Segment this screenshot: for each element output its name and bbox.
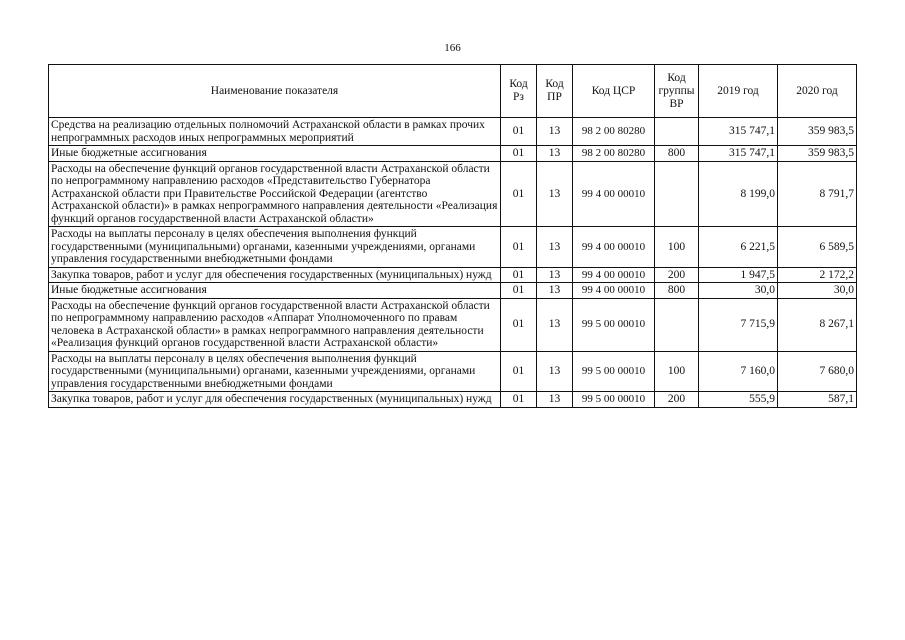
row-name: Расходы на выплаты персоналу в целях обеспечения выполнения функций государственными (муниципальными) органами, казенными учреждениями, органами управления государственными внебюджетными фондами: [49, 227, 501, 268]
row-2019: 1 947,5: [699, 267, 778, 283]
row-rz: 01: [501, 267, 537, 283]
table-row: [49, 351, 857, 392]
row-csr: 98 2 00 80280: [573, 118, 655, 146]
row-name: Расходы на выплаты персоналу в целях обеспечения выполнения функций государственными (муниципальными) органами, казенными учреждениями, органами управления государственными внебюджетными фондами: [49, 351, 501, 392]
row-pr: 13: [537, 351, 573, 392]
table-header-row: [49, 65, 857, 118]
header-name: Наименование показателя: [49, 65, 501, 118]
row-pr: 13: [537, 267, 573, 283]
row-name: Расходы на обеспечение функций органов государственной власти Астраханской области по непрограммному направлению расходов «Представительство Губернатора Астраханской области при Правительстве Российской Федерации (агентство Астраханской области)» в рамках непрограммного направления деятельности «Реализация функций органов государственной власти Астраханской области»: [49, 161, 501, 227]
row-2020: 30,0: [778, 283, 857, 299]
page-number: 166: [444, 42, 461, 54]
row-vr: 200: [655, 392, 699, 408]
row-name: Расходы на обеспечение функций органов государственной власти Астраханской области по непрограммному направлению расходов «Аппарат Уполномоченного по правам человека в Астраханской области» в рамках непрограммного направления деятельности «Реализация функций органов государственной власти Астраханской области»: [49, 298, 501, 351]
row-rz: 01: [501, 118, 537, 146]
row-pr: 13: [537, 392, 573, 408]
row-rz: 01: [501, 283, 537, 299]
row-2020: 8 791,7: [778, 161, 857, 227]
table-row: [49, 267, 857, 283]
row-vr: 200: [655, 267, 699, 283]
row-vr: 800: [655, 283, 699, 299]
row-2019: 7 715,9: [699, 298, 778, 351]
row-2020: 8 267,1: [778, 298, 857, 351]
row-csr: 99 5 00 00010: [573, 298, 655, 351]
row-csr: 99 5 00 00010: [573, 392, 655, 408]
row-2020: 587,1: [778, 392, 857, 408]
header-csr: Код ЦСР: [573, 65, 655, 118]
table-row: [49, 227, 857, 268]
row-rz: 01: [501, 146, 537, 162]
row-csr: 98 2 00 80280: [573, 146, 655, 162]
row-rz: 01: [501, 351, 537, 392]
table-row: [49, 146, 857, 162]
row-rz: 01: [501, 298, 537, 351]
table-row: [49, 118, 857, 146]
row-vr: [655, 161, 699, 227]
row-vr: 100: [655, 351, 699, 392]
row-pr: 13: [537, 146, 573, 162]
row-pr: 13: [537, 118, 573, 146]
row-name: Иные бюджетные ассигнования: [49, 283, 501, 299]
row-2020: 359 983,5: [778, 146, 857, 162]
row-vr: [655, 118, 699, 146]
row-csr: 99 4 00 00010: [573, 267, 655, 283]
row-vr: 100: [655, 227, 699, 268]
row-pr: 13: [537, 298, 573, 351]
row-csr: 99 4 00 00010: [573, 227, 655, 268]
row-2020: 2 172,2: [778, 267, 857, 283]
row-rz: 01: [501, 392, 537, 408]
row-csr: 99 4 00 00010: [573, 283, 655, 299]
row-vr: 800: [655, 146, 699, 162]
table-row: [49, 298, 857, 351]
row-name: Средства на реализацию отдельных полномочий Астраханской области в рамках прочих непрограммных расходов иных непрограммных мероприятий: [49, 118, 501, 146]
row-pr: 13: [537, 227, 573, 268]
row-rz: 01: [501, 227, 537, 268]
budget-table: [48, 64, 857, 408]
row-name: Закупка товаров, работ и услуг для обеспечения государственных (муниципальных) нужд: [49, 267, 501, 283]
row-csr: 99 4 00 00010: [573, 161, 655, 227]
row-2019: 315 747,1: [699, 146, 778, 162]
row-csr: 99 5 00 00010: [573, 351, 655, 392]
table-row: [49, 392, 857, 408]
row-name: Иные бюджетные ассигнования: [49, 146, 501, 162]
header-2019: 2019 год: [699, 65, 778, 118]
row-2019: 8 199,0: [699, 161, 778, 227]
row-2019: 30,0: [699, 283, 778, 299]
row-2019: 7 160,0: [699, 351, 778, 392]
row-name: Закупка товаров, работ и услуг для обеспечения государственных (муниципальных) нужд: [49, 392, 501, 408]
header-vr: Код группы ВР: [655, 65, 699, 118]
row-2019: 555,9: [699, 392, 778, 408]
row-rz: 01: [501, 161, 537, 227]
header-rz: Код Рз: [501, 65, 537, 118]
row-2020: 6 589,5: [778, 227, 857, 268]
table-row: [49, 283, 857, 299]
header-2020: 2020 год: [778, 65, 857, 118]
header-pr: Код ПР: [537, 65, 573, 118]
row-pr: 13: [537, 283, 573, 299]
row-pr: 13: [537, 161, 573, 227]
row-vr: [655, 298, 699, 351]
row-2020: 7 680,0: [778, 351, 857, 392]
row-2019: 6 221,5: [699, 227, 778, 268]
table-row: [49, 161, 857, 227]
row-2020: 359 983,5: [778, 118, 857, 146]
row-2019: 315 747,1: [699, 118, 778, 146]
